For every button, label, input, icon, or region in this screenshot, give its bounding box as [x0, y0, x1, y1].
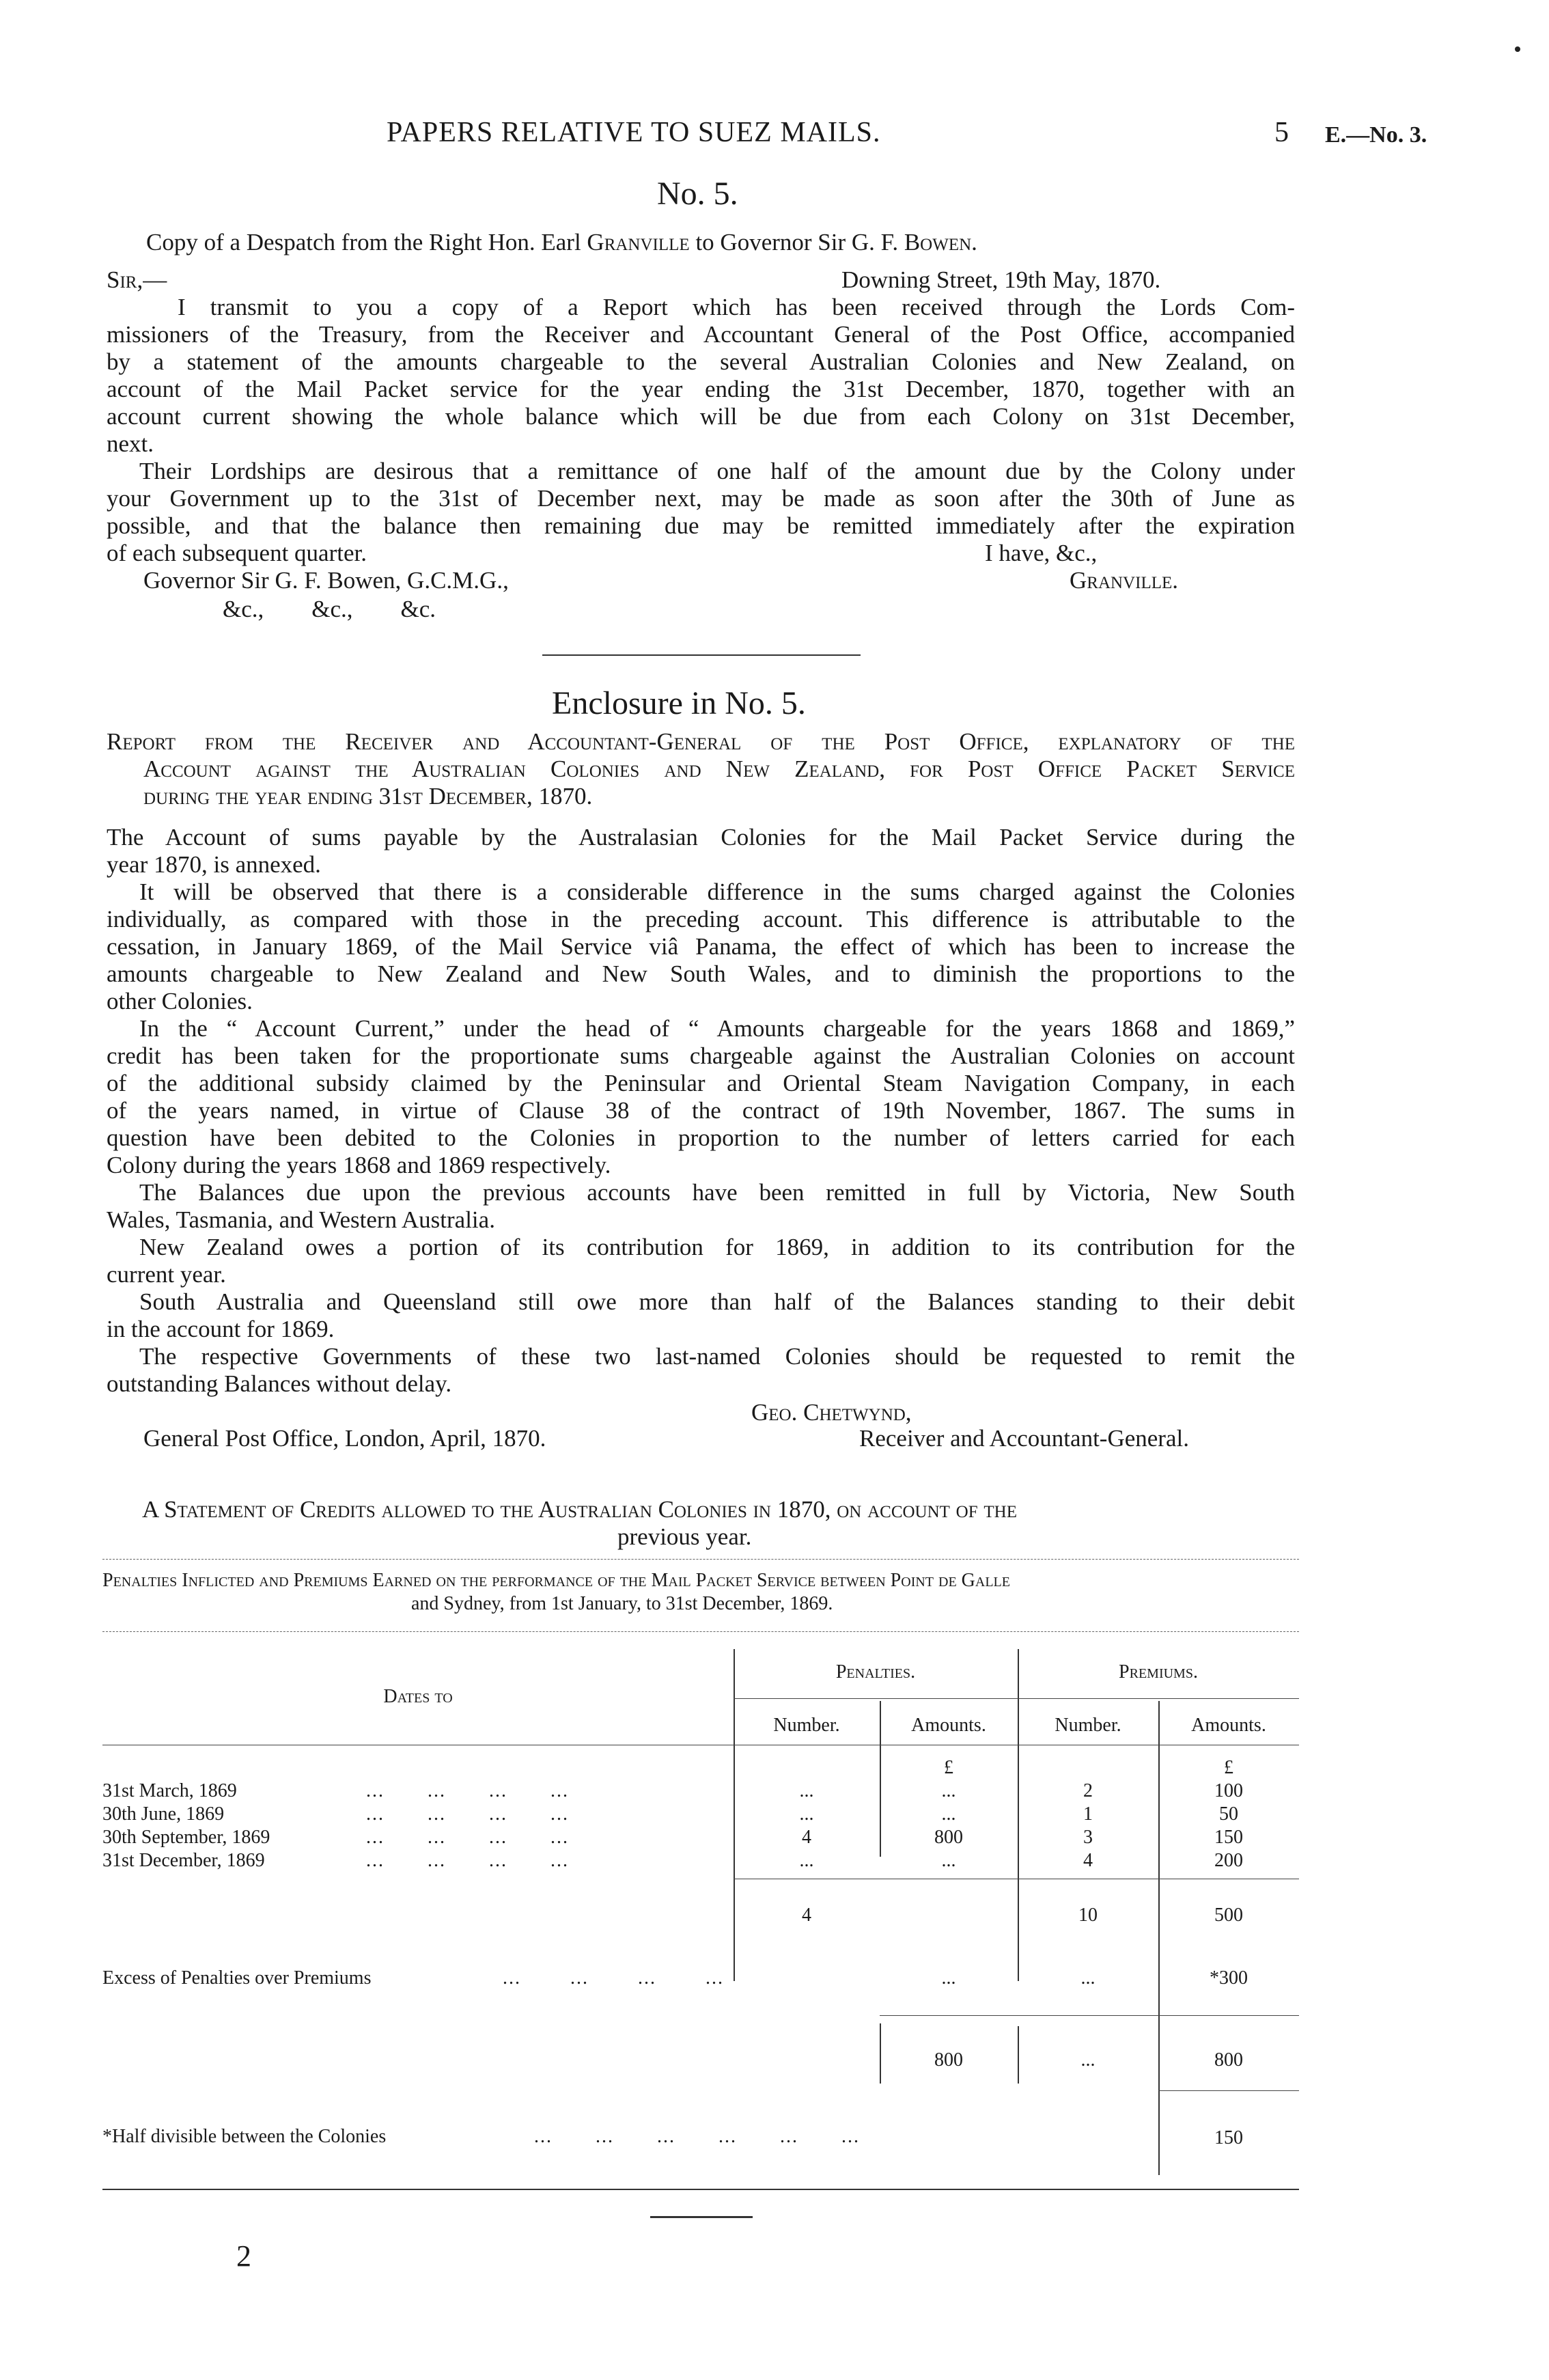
header-penalties: Penalties.: [835, 1661, 916, 1683]
leader-dots: ... ... ... ...: [366, 1827, 569, 1848]
table-rule-sum-bottom: [1158, 2090, 1299, 2091]
sum-premium-amount: 800: [1214, 2049, 1243, 2071]
premium-amount: 50: [1219, 1803, 1238, 1825]
closing: I have, &c.,: [985, 540, 1098, 566]
row-date: 31st December, 1869: [102, 1850, 265, 1871]
leader-dots: ... ... ... ...: [366, 1850, 569, 1871]
excess-premium-number: ...: [1080, 1967, 1096, 1989]
series-number: E.—No. 3.: [1325, 122, 1427, 148]
premium-number: 2: [1083, 1780, 1093, 1801]
header-premiums: Premiums.: [1119, 1661, 1198, 1683]
addressee: Governor Sir G. F. Bowen, G.C.M.G.,: [143, 567, 509, 594]
header-dates-to: Dates to: [383, 1686, 453, 1707]
statement-title: A Statement of Credits allowed to the Australian Colonies in 1870, on account of the: [142, 1496, 1017, 1523]
leader-dots: ... ... ... ... ... ...: [534, 2126, 860, 2147]
table-rule-sum: [880, 2015, 1299, 2016]
row-date: 30th June, 1869: [102, 1803, 225, 1825]
table-rule-subheader: [734, 1698, 1299, 1699]
total-premium-amount: 500: [1214, 1905, 1243, 1926]
premium-number: 3: [1083, 1827, 1093, 1848]
excess-penalty-amount: ...: [941, 1967, 956, 1989]
despatch-paragraph-1: I transmit to you a copy of a Report which has been received through the Lords Com- missioners of the Treasury, from the Receiver and Accountant General of the Post Office, accompanied by a statement of the amounts chargeable to the several Australian Colonies and New Zealand, on account of the Mail Packet service for the year ending the 31st December, 1870, together with an account current showing the whole balance which will be due from each Colony on 31st December, next.: [107, 294, 1295, 457]
row-date: 30th September, 1869: [102, 1827, 270, 1848]
despatch-place-date: Downing Street, 19th May, 1870.: [841, 266, 1161, 293]
leader-dots: ... ... ... ...: [503, 1967, 724, 1989]
penalty-number: ...: [799, 1850, 814, 1871]
premium-amount: 150: [1214, 1827, 1243, 1848]
table-rule-bottom: [102, 2189, 1299, 2190]
signature-granville: Granville.: [1070, 567, 1179, 594]
premium-number: 1: [1083, 1803, 1093, 1825]
signature-mark: 2: [236, 2239, 251, 2273]
penalty-amount: ...: [941, 1803, 956, 1825]
header-penalties-amounts: Amounts.: [911, 1715, 986, 1736]
excess-premium-amount: *300: [1210, 1967, 1248, 1989]
table-rule-header-top: [102, 1631, 1299, 1632]
despatch-paragraph-2: Their Lordships are desirous that a remittance of one half of the amount due by the Colony under your Government up to the 31st of December next, may be made as soon after the 30th of June as possible, and that the balance then remaining due may be remitted immediately after the expiration: [107, 458, 1295, 539]
half-label: *Half divisible between the Colonies: [102, 2126, 387, 2147]
penalty-amount: ...: [941, 1780, 956, 1801]
penalty-number: ...: [799, 1803, 814, 1825]
statement-title-2: previous year.: [617, 1523, 752, 1550]
enclosure-body: The Account of sums payable by the Australasian Colonies for the Mail Packet Service during the year 1870, is annexed. It will be observed that there is a considerable difference in the sums charged against the Colonies individually, as compared with those in the preceding account. This difference is attributable to the cessation, in January 1869, of the Mail Service viâ Panama, the effect of which has been to increase the amounts chargeable to New Zealand and New South Wales, and to diminish the proportions to the other Colonies. In the “ Account Current,” under the head of “ Amounts chargeable for the years 1868 and 1869,” credit has been taken for the proportionate sums chargeable against the Australian Colonies on account of the additional subsidy claimed by the Peninsular and Oriental Steam Navigation Company, in each of the years named, in virtue of Clause 38 of the contract of 19th November, 1867. The sums in question have been debited to the Colonies in proportion to the number of letters carried for each Colony during the years 1868 and 1869 respectively. The Balances due upon the previous accounts have been remitted in full by Victoria, New South Wales, Tasmania, and Western Australia. New Zealand owes a portion of its contribution for 1869, in addition to its contribution for the current year. South Australia and Queensland still owe more than half of the Balances standing to their debit in the account for 1869. The respective Governments of these two last-named Colonies should be requested to remit the outstanding Balances without delay.: [107, 824, 1295, 1397]
section-divider: [542, 654, 861, 656]
enclosure-title: Report from the Receiver and Accountant-General of the Post Office, explanatory of the Account against the Australian Colonies and New Zealand, for Post Office Packet Service during the year ending 31st December, 1870.: [107, 728, 1295, 810]
header-premiums-number: Number.: [1055, 1715, 1121, 1736]
currency-premiums: £: [1224, 1757, 1233, 1778]
total-penalty-number: 4: [802, 1905, 811, 1926]
penalty-amount: ...: [941, 1850, 956, 1871]
despatch-heading: No. 5.: [657, 176, 738, 212]
premium-amount: 100: [1214, 1780, 1243, 1801]
penalty-number: ...: [799, 1780, 814, 1801]
currency-penalties: £: [944, 1757, 953, 1778]
header-premiums-amounts: Amounts.: [1191, 1715, 1266, 1736]
penalty-number: 4: [802, 1827, 811, 1848]
page-number: 5: [1274, 117, 1289, 148]
signatory-name: Geo. Chetwynd,: [751, 1399, 912, 1426]
penalty-amount: 800: [934, 1827, 963, 1848]
row-date: 31st March, 1869: [102, 1780, 237, 1801]
sum-penalty-amount: 800: [934, 2049, 963, 2071]
leader-dots: ... ... ... ...: [366, 1803, 569, 1825]
statement-subtitle: Penalties Inflicted and Premiums Earned on the performance of the Mail Packet Service between Point de Galle: [102, 1570, 1010, 1591]
statement-rule-top: [102, 1559, 1299, 1560]
excess-label: Excess of Penalties over Premiums: [102, 1967, 372, 1989]
running-title: PAPERS RELATIVE TO SUEZ MAILS.: [387, 117, 881, 148]
header-penalties-number: Number.: [773, 1715, 840, 1736]
half-premium-amount: 150: [1214, 2127, 1243, 2148]
statement-subtitle-2: and Sydney, from 1st January, to 31st December, 1869.: [411, 1593, 833, 1614]
despatch-subtitle: Copy of a Despatch from the Right Hon. Earl Granville to Governor Sir G. F. Bowen.: [146, 229, 977, 255]
footer-rule: [650, 2216, 753, 2218]
total-premium-number: 10: [1078, 1905, 1098, 1926]
salutation: Sir,—: [107, 266, 167, 293]
signatory-title: Receiver and Accountant-General.: [859, 1425, 1189, 1452]
sum-premium-number: ...: [1080, 2049, 1096, 2071]
enclosure-heading: Enclosure in No. 5.: [552, 685, 806, 721]
addressee-etc: &c., &c., &c.: [223, 596, 436, 622]
enclosure-place-date: General Post Office, London, April, 1870.: [143, 1425, 546, 1452]
leader-dots: ... ... ... ...: [366, 1780, 569, 1801]
premium-number: 4: [1083, 1850, 1093, 1871]
corner-dot-icon: [1515, 46, 1520, 52]
despatch-paragraph-2-last: of each subsequent quarter.: [107, 540, 367, 566]
premium-amount: 200: [1214, 1850, 1243, 1871]
